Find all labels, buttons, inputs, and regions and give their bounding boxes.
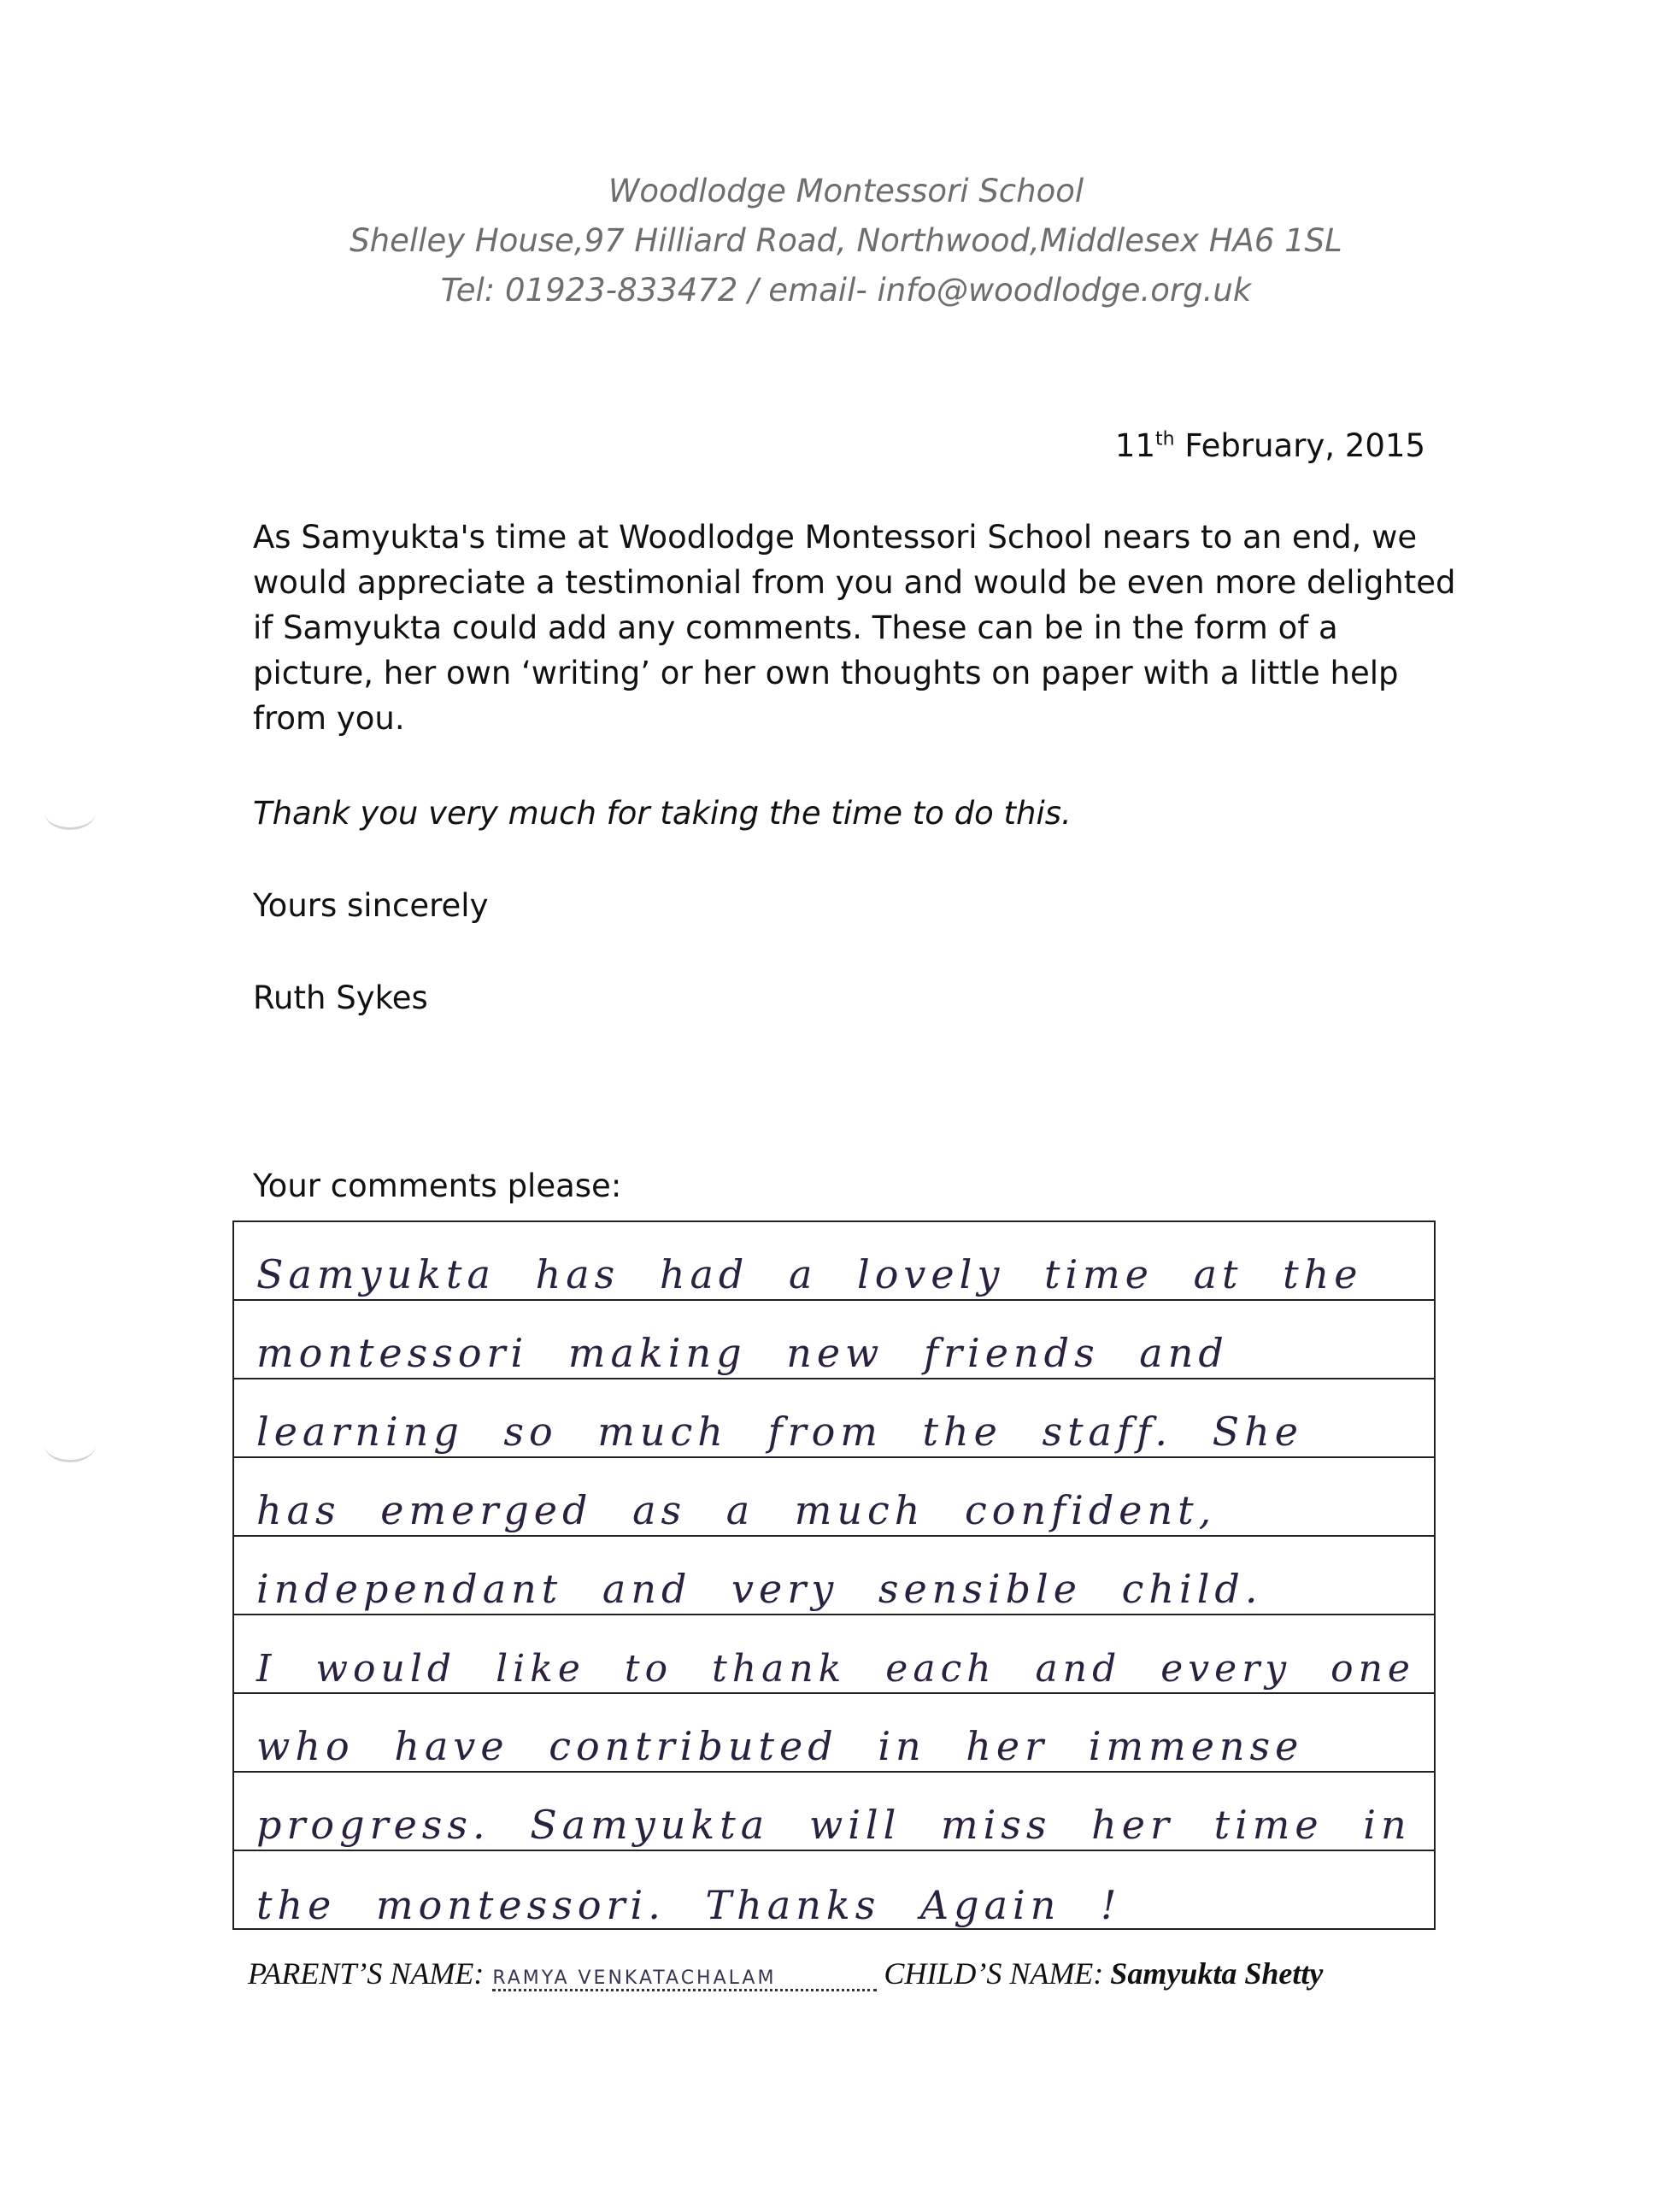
date-month-year: February, 2015 — [1174, 427, 1425, 464]
comment-text: progress. Samyukta will miss her time in — [256, 1802, 1412, 1848]
signature-name: Ruth Sykes — [253, 979, 428, 1016]
child-name-label: CHILD’S NAME: — [884, 1956, 1104, 1991]
comment-text: montessori making new friends and — [256, 1330, 1229, 1376]
comment-text: has emerged as a much confident, — [256, 1487, 1217, 1533]
comment-line — [234, 1773, 1434, 1851]
comments-label: Your comments please: — [253, 1168, 622, 1204]
comments-box — [232, 1220, 1436, 1930]
comment-line — [234, 1851, 1434, 1930]
parent-name-value: RAMYA VENKATACHALAM — [492, 1967, 877, 1991]
comment-line — [234, 1537, 1434, 1615]
comment-text: independant and very sensible child. — [256, 1566, 1263, 1612]
school-contact: Tel: 01923-833472 / email- info@woodlodge.org.uk — [440, 272, 1252, 309]
footer-names — [248, 1956, 1444, 1991]
comment-line — [234, 1615, 1434, 1694]
punch-hole-mark — [44, 1427, 96, 1462]
comment-line — [234, 1694, 1434, 1773]
punch-hole-mark — [44, 795, 96, 830]
date-day: 11 — [1114, 427, 1156, 464]
comment-line — [234, 1301, 1434, 1379]
letter-body: As Samyukta's time at Woodlodge Montessori School nears to an end, we would appreciate a testimonial from you and would be even more delighted if Samyukta could add any comments. These can be in the form of a picture, her own ‘writing’ or her own thoughts on paper with a little help from you. — [253, 519, 1456, 737]
comment-text: who have contributed in her immense — [256, 1723, 1304, 1769]
comment-line — [234, 1458, 1434, 1537]
comment-line — [234, 1222, 1434, 1301]
comment-text: Samyukta has had a lovely time at the — [256, 1251, 1363, 1297]
thank-you-line: Thank you very much for taking the time to do this. — [253, 795, 1072, 832]
school-address: Shelley House,97 Hilliard Road, Northwood,Middlesex HA6 1SL — [350, 222, 1342, 259]
school-name: Woodlodge Montessori School — [608, 173, 1084, 209]
comment-text: the montessori. Thanks Again ! — [256, 1882, 1122, 1928]
child-name-value: Samyukta Shetty — [1110, 1956, 1324, 1991]
parent-name-label: PARENT’S NAME: — [248, 1956, 485, 1991]
comment-text: learning so much from the staff. She — [256, 1409, 1303, 1455]
date-suffix: th — [1155, 428, 1175, 450]
comment-text: I would like to thank each and every one — [256, 1647, 1415, 1691]
comment-line — [234, 1379, 1434, 1458]
closing: Yours sincerely — [253, 887, 489, 924]
letter-date — [1115, 427, 1425, 464]
letterhead — [256, 167, 1436, 315]
